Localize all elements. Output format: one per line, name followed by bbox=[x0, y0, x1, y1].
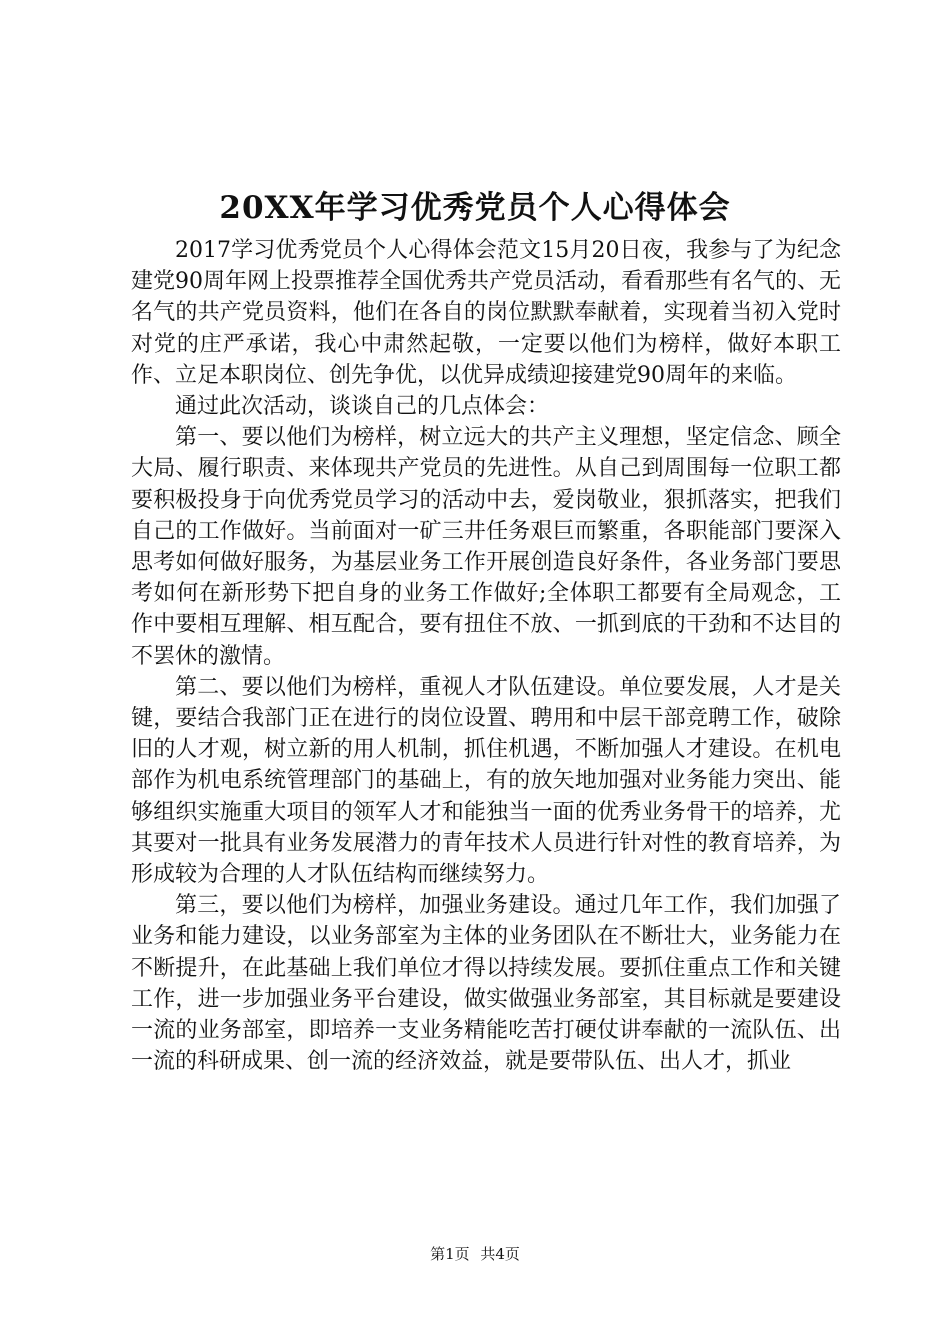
page-number-current: 第1页 bbox=[430, 1245, 470, 1263]
paragraph-lead-in: 通过此次活动，谈谈自己的几点体会： bbox=[175, 394, 550, 420]
paragraph-point-one: 第一、要以他们为榜样，树立远大的共产主义理想，坚定信念、顾全大局、履行职责、来体现共产党员的先进性。从自己到周围每一位职工都要积极投身于向优秀党员学习的活动中去，爱岗敬业，狠抓落实，把我们自己的工作做好。当前面对一矿三井任务艰巨而繁重，各职能部门要深入思考如何做好服务，为基层业务工作开展创造良好条件，各业务部门要思考如何在新形势下把自身的业务工作做好;全体职工都要有全局观念，工作中要相互理解、相互配合，要有扭住不放、一抓到底的干劲和不达目的不罢休的激情。 bbox=[131, 425, 841, 669]
document-title: 20XX年学习优秀党员个人心得体会 bbox=[219, 190, 731, 226]
paragraph-point-three: 第三，要以他们为榜样，加强业务建设。通过几年工作，我们加强了业务和能力建设，以业务部室为主体的业务团队在不断壮大，业务能力在不断提升，在此基础上我们单位才得以持续发展。要抓住重点工作和关键工作，进一步加强业务平台建设，做实做强业务部室，其目标就是要建设一流的业务部室，即培养一支业务精能吃苦打硬仗讲奉献的一流队伍、出一流的科研成果、创一流的经济效益，就是要带队伍、出人才，抓业 bbox=[131, 893, 841, 1075]
page-number-total: 共4页 bbox=[480, 1245, 520, 1263]
paragraph-intro: 2017学习优秀党员个人心得体会范文15月20日夜，我参与了为纪念建党90周年网上投票推荐全国优秀共产党员活动，看看那些有名气的、无名气的共产党员资料，他们在各自的岗位默默奉献着，实现着当初入党时对党的庄严承诺，我心中肃然起敬，一定要以他们为榜样，做好本职工作、立足本职岗位、创先争优，以优异成绩迎接建党90周年的来临。 bbox=[131, 238, 841, 388]
document-body bbox=[131, 235, 841, 1077]
page-footer bbox=[0, 1243, 950, 1265]
paragraph-point-two: 第二、要以他们为榜样，重视人才队伍建设。单位要发展，人才是关键，要结合我部门正在进行的岗位设置、聘用和中层干部竞聘工作，破除旧的人才观，树立新的用人机制，抓住机遇，不断加强人才建设。在机电部作为机电系统管理部门的基础上，有的放矢地加强对业务能力突出、能够组织实施重大项目的领军人才和能独当一面的优秀业务骨干的培养，尤其要对一批具有业务发展潜力的青年技术人员进行针对性的教育培养，为形成较为合理的人才队伍结构而继续努力。 bbox=[131, 674, 841, 888]
